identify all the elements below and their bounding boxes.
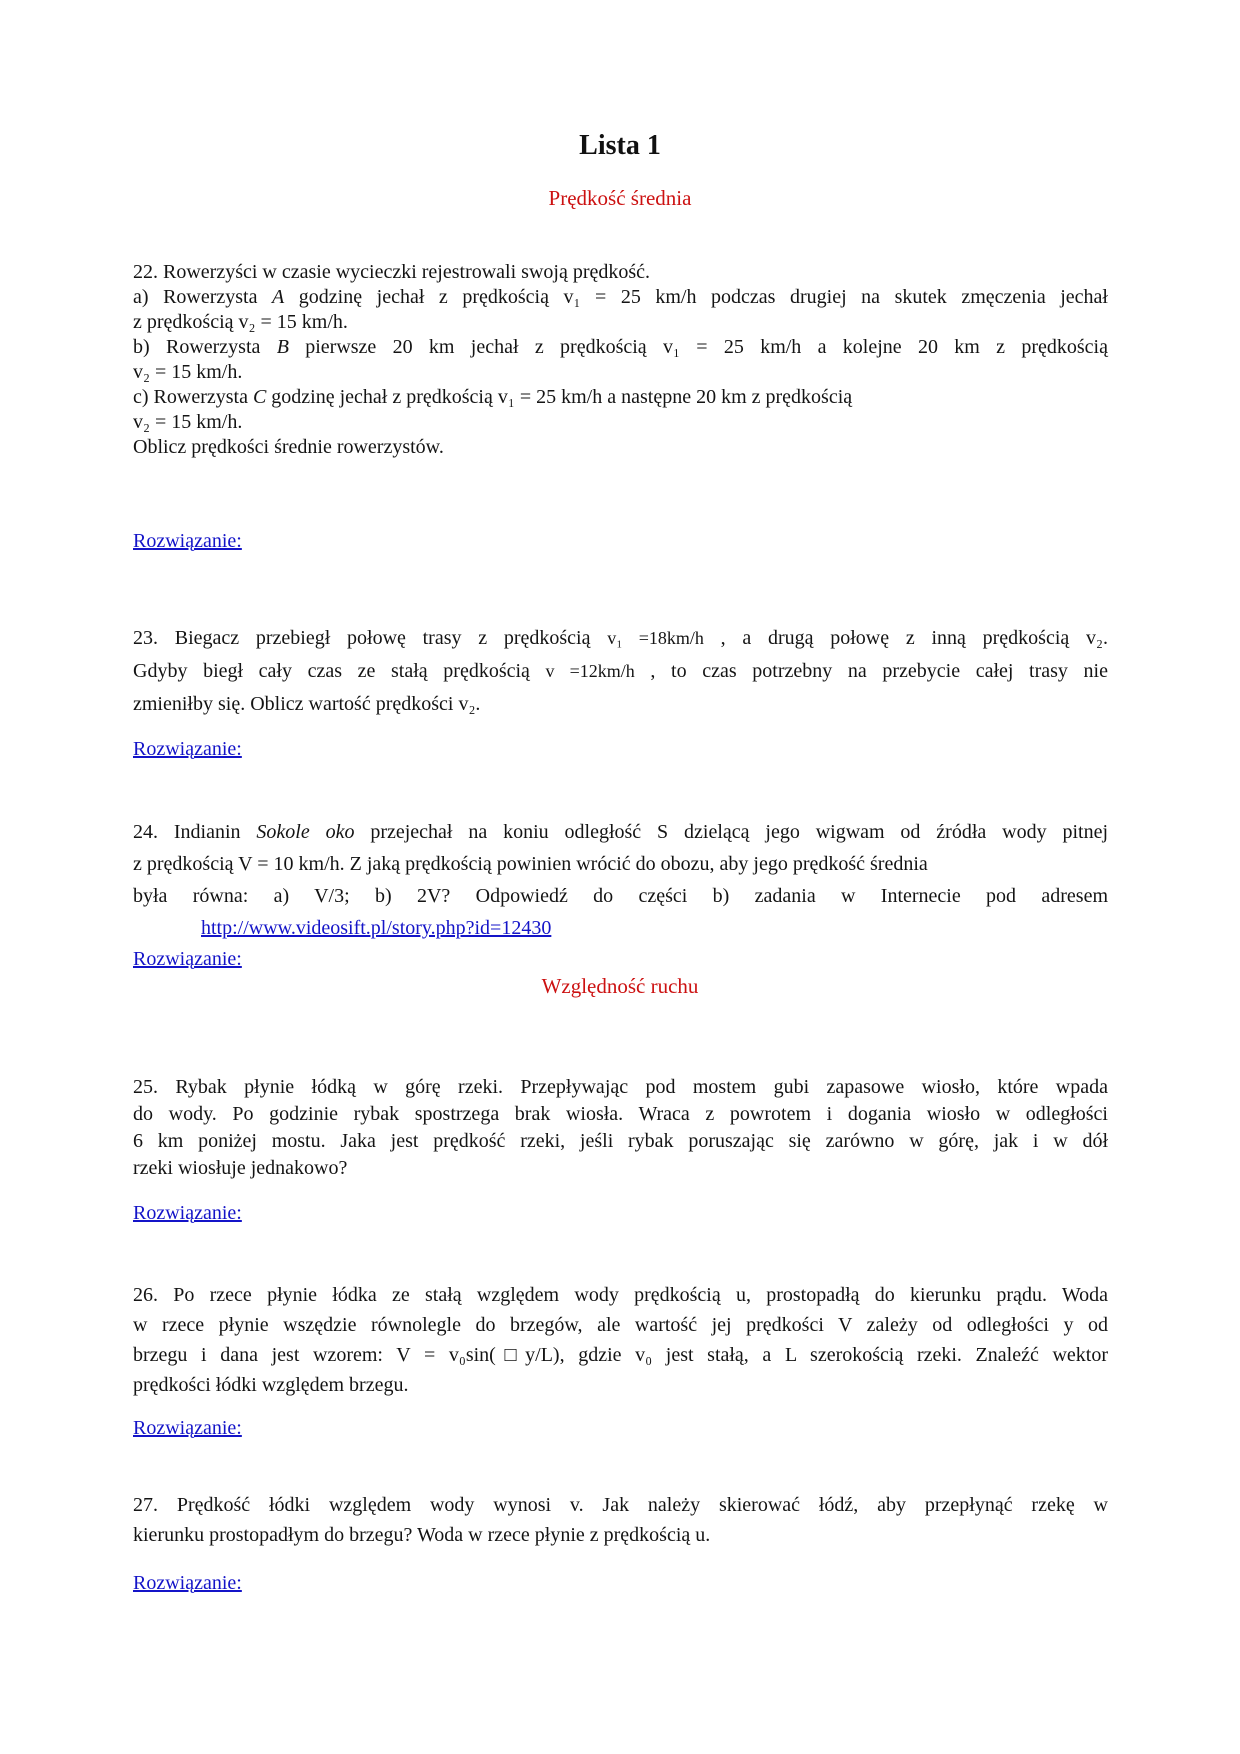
text-segment: Gdyby biegł cały czas ze stałą prędkością <box>133 660 546 682</box>
text-line <box>133 1370 1108 1400</box>
text-line <box>133 260 1108 285</box>
text-line <box>133 880 1108 912</box>
text-segment: rzeki wiosłuje jednakowo? <box>133 1157 348 1179</box>
text-line <box>133 435 1108 460</box>
text-line <box>133 1074 1108 1101</box>
text-segment: a) Rowerzysta <box>133 286 273 308</box>
videosift-url-link[interactable]: http://www.videosift.pl/story.php?id=12430 <box>201 917 552 939</box>
problem-23 <box>133 622 1108 721</box>
text-line <box>133 848 1108 880</box>
text-segment: , to czas potrzebny na przebycie całej trasy nie <box>634 660 1108 682</box>
section-heading-wzglednosc-ruchu: Względność ruchu <box>541 974 699 998</box>
text-line <box>133 1310 1108 1340</box>
text-line <box>133 1340 1108 1370</box>
text-line <box>133 335 1108 360</box>
problem-22 <box>133 260 1108 460</box>
text-line <box>133 816 1108 848</box>
text-line <box>133 912 1108 944</box>
problem-26 <box>133 1280 1108 1400</box>
text-line <box>133 1101 1108 1128</box>
text-line <box>133 1128 1108 1155</box>
text-line <box>133 385 1108 410</box>
text-line <box>133 410 1108 435</box>
text-segment: v₂ = 15 km/h. <box>133 411 243 433</box>
text-segment: była równa: a) V/3; b) 2V? Odpowiedź do części b) zadania w Internecie pod adresem <box>133 885 1108 907</box>
text-segment: prędkości łódki względem brzegu. <box>133 1374 409 1396</box>
italic-cyclist-c: C <box>252 386 267 408</box>
text-segment: w rzece płynie wszędzie równolegle do brzegów, ale wartość jej prędkości V zależy od odległości y od <box>133 1314 1108 1336</box>
text-line <box>133 1155 1108 1182</box>
text-line <box>133 1520 1108 1550</box>
text-line <box>133 655 1108 688</box>
text-line <box>133 1280 1108 1310</box>
text-segment: przejechał na koniu odległość S dzielącą jego wigwam od źródła wody pitnej <box>354 821 1109 843</box>
equation-segment: v₁ =18km/h <box>607 628 704 648</box>
text-segment: c) Rowerzysta <box>133 386 253 408</box>
text-segment: godzinę jechał z prędkością v₁ = 25 km/h podczas drugiej na skutek zmęczenia jechał <box>284 286 1108 308</box>
text-segment: godzinę jechał z prędkością v₁ = 25 km/h a następne 20 km z prędkością <box>266 386 853 408</box>
text-line <box>133 360 1108 385</box>
text-segment: Oblicz prędkości średnie rowerzystów. <box>133 436 444 458</box>
section-heading-predkosc-srednia: Prędkość średnia <box>548 186 692 210</box>
text-segment: kierunku prostopadłym do brzegu? Woda w rzece płynie z prędkością u. <box>133 1524 711 1546</box>
text-segment: v₂ = 15 km/h. <box>133 361 243 383</box>
italic-sokole-oko: Sokole oko <box>256 821 355 843</box>
text-line <box>133 1490 1108 1520</box>
text-segment: 25. Rybak płynie łódką w górę rzeki. Przepływając pod mostem gubi zapasowe wiosło, które wpada <box>133 1076 1108 1098</box>
text-segment: 22. Rowerzyści w czasie wycieczki rejestrowali swoją prędkość. <box>133 261 651 283</box>
solution-link-23[interactable]: Rozwiązanie: <box>133 738 242 760</box>
text-line <box>133 688 1108 721</box>
text-segment: , a drugą połowę z inną prędkością v₂. <box>703 627 1108 649</box>
text-segment: 6 km poniżej mostu. Jaka jest prędkość rzeki, jeśli rybak poruszając się zarówno w górę, jak i w dół <box>133 1130 1108 1152</box>
solution-link-24[interactable]: Rozwiązanie: <box>133 948 242 970</box>
solution-link-26[interactable]: Rozwiązanie: <box>133 1417 242 1439</box>
problem-24 <box>133 816 1108 944</box>
text-segment: 27. Prędkość łódki względem wody wynosi v. Jak należy skierować łódź, aby przepłynąć rzekę w <box>133 1494 1108 1516</box>
text-segment: z prędkością v₂ = 15 km/h. <box>133 311 348 333</box>
text-segment: do wody. Po godzinie rybak spostrzega brak wiosła. Wraca z powrotem i dogania wiosło w odległości <box>133 1103 1108 1125</box>
text-line <box>133 285 1108 310</box>
solution-link-25[interactable]: Rozwiązanie: <box>133 1202 242 1224</box>
text-segment: pierwsze 20 km jechał z prędkością v₁ = 25 km/h a kolejne 20 km z prędkością <box>288 336 1108 358</box>
page-title: Lista 1 <box>579 130 661 161</box>
text-segment: zmieniłby się. Oblicz wartość prędkości v₂. <box>133 693 481 715</box>
solution-link-27[interactable]: Rozwiązanie: <box>133 1572 242 1594</box>
text-line <box>133 310 1108 335</box>
problem-27 <box>133 1490 1108 1550</box>
text-segment: z prędkością V = 10 km/h. Z jaką prędkością powinien wrócić do obozu, aby jego prędkość średnia <box>133 853 928 875</box>
italic-cyclist-b: B <box>276 336 289 358</box>
text-segment: 26. Po rzece płynie łódka ze stałą względem wody prędkością u, prostopadłą do kierunku prądu. Woda <box>133 1284 1108 1306</box>
italic-cyclist-a: A <box>272 286 285 308</box>
text-segment: 24. Indianin <box>133 821 257 843</box>
equation-segment: v =12km/h <box>545 661 635 681</box>
text-segment: 23. Biegacz przebiegł połowę trasy z prędkością <box>133 627 608 649</box>
text-segment: b) Rowerzysta <box>133 336 277 358</box>
solution-link-22[interactable]: Rozwiązanie: <box>133 530 242 552</box>
problem-25 <box>133 1074 1108 1182</box>
text-segment: brzegu i dana jest wzorem: V = v₀sin(□y/L), gdzie v₀ jest stałą, a L szerokością rzeki. Znaleźć wektor <box>133 1344 1108 1366</box>
text-line <box>133 622 1108 655</box>
